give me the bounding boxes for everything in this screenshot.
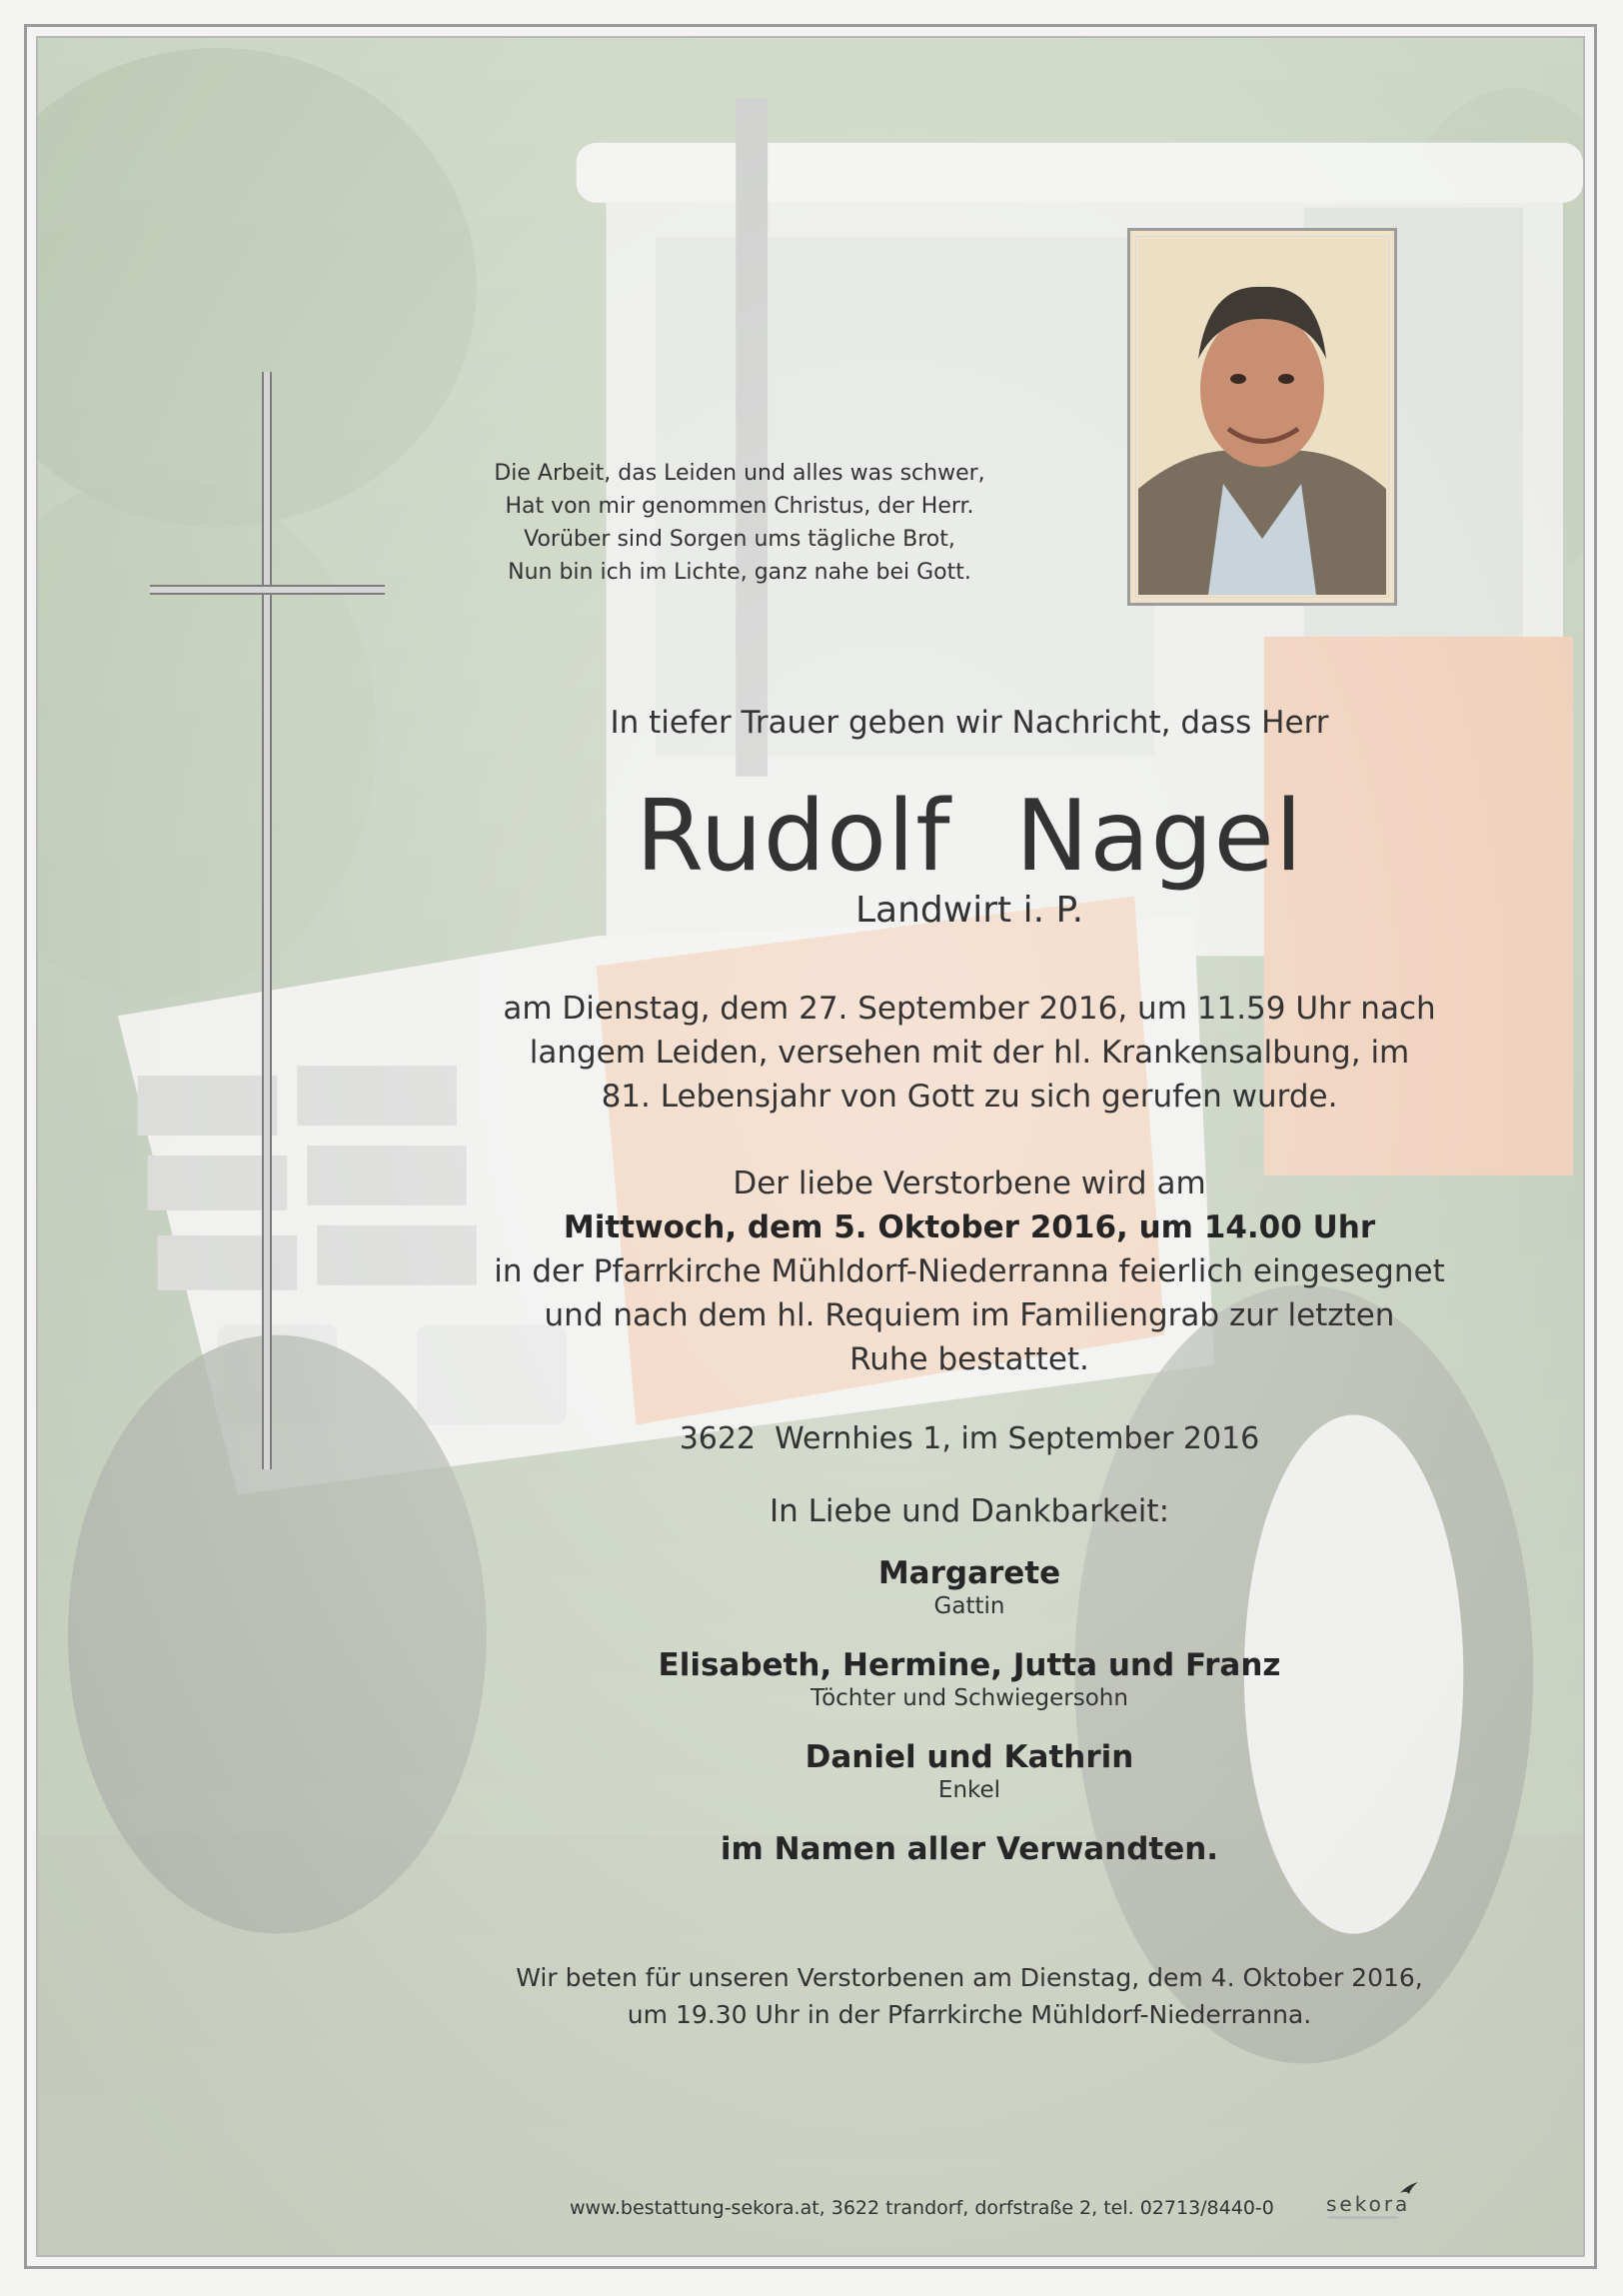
cross-horizontal-bar — [150, 585, 385, 595]
prayer-line: um 19.30 Uhr in der Pfarrkirche Mühldorf-Niederranna. — [627, 2000, 1312, 2029]
prayer-notice — [430, 1959, 1509, 2033]
all-relatives: im Namen aller Verwandten. — [720, 1831, 1219, 1867]
death-notice — [430, 987, 1509, 1119]
deceased-name: Rudolf Nagel — [635, 780, 1304, 894]
family-member-names: Margarete — [877, 1555, 1061, 1591]
family-member-names: Elisabeth, Hermine, Jutta und Franz — [658, 1647, 1281, 1683]
bird-icon — [1399, 2181, 1419, 2195]
poem-line: Die Arbeit, das Leiden und alles was schwer, — [494, 461, 985, 486]
funeral-line: Der liebe Verstorbene wird am — [733, 1165, 1206, 1201]
family-member-role: Enkel — [937, 1777, 1001, 1803]
cross-vertical-bar — [262, 372, 272, 1469]
funeral-date-time: Mittwoch, dem 5. Oktober 2016, um 14.00 Uhr — [563, 1209, 1376, 1245]
logo-underline — [1328, 2216, 1398, 2219]
funeral-line: Ruhe bestattet. — [849, 1341, 1089, 1377]
funeral-line: in der Pfarrkirche Mühldorf-Niederranna feierlich eingesegnet — [494, 1253, 1445, 1289]
funeral-line: und nach dem hl. Requiem im Familiengrab zur letzten — [544, 1297, 1395, 1333]
death-notice-line: langem Leiden, versehen mit der hl. Krankensalbung, im — [529, 1035, 1410, 1071]
portrait-image — [1138, 239, 1386, 595]
portrait-photo — [1127, 228, 1397, 606]
deceased-occupation: Landwirt i. P. — [854, 890, 1084, 931]
footer-contact: www.bestattung-sekora.at, 3622 trandorf, dorfstraße 2, tel. 02713/8440-0 — [570, 2197, 1274, 2219]
death-notice-line: am Dienstag, dem 27. September 2016, um 11.59 Uhr nach — [503, 991, 1436, 1027]
family-member-role: Töchter und Schwiegersohn — [811, 1685, 1128, 1711]
family-member-names: Daniel und Kathrin — [805, 1739, 1134, 1775]
intro-text: In tiefer Trauer geben wir Nachricht, dass Herr — [610, 705, 1329, 741]
prayer-line: Wir beten für unseren Verstorbenen am Dienstag, dem 4. Oktober 2016, — [516, 1963, 1423, 1992]
poem-line: Vorüber sind Sorgen ums tägliche Brot, — [524, 527, 955, 552]
sekora-logo: sekora — [1326, 2192, 1411, 2216]
death-notice-line: 81. Lebensjahr von Gott zu sich gerufen wurde. — [601, 1079, 1338, 1115]
thanks-heading: In Liebe und Dankbarkeit: — [769, 1493, 1170, 1529]
memorial-poem — [470, 457, 1009, 589]
poem-line: Hat von mir genommen Christus, der Herr. — [505, 494, 974, 519]
funeral-notice — [430, 1161, 1509, 1381]
poem-line: Nun bin ich im Lichte, ganz nahe bei Gott. — [508, 560, 971, 585]
place-date: 3622 Wernhies 1, im September 2016 — [679, 1421, 1260, 1456]
family-member-role: Gattin — [933, 1593, 1005, 1619]
